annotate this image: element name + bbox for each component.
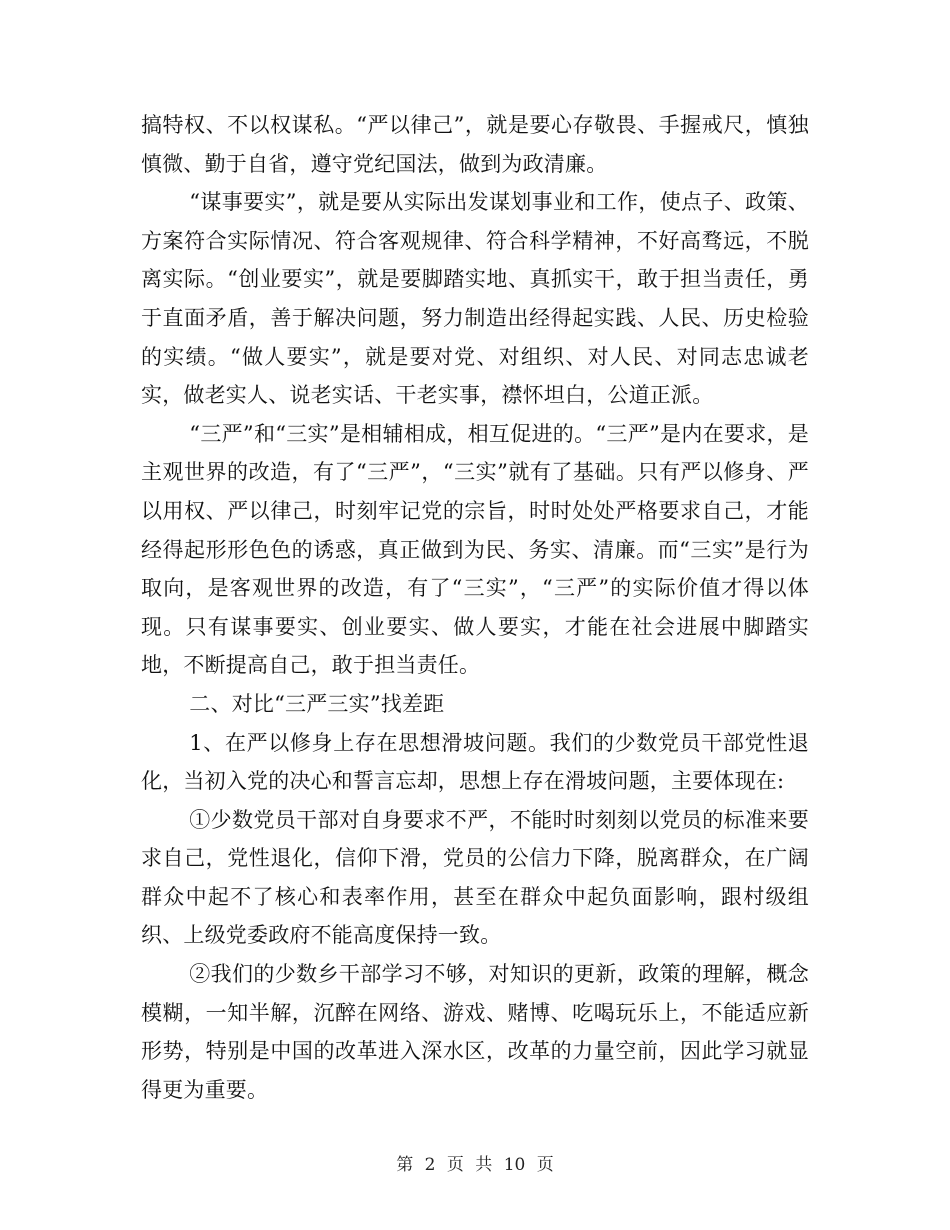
page-number-footer: 第 2 页 共 10 页 [396,1155,554,1175]
document-body [141,106,809,1109]
paragraph-moushi-yaoshi: “谋事要实”，就是要从实际出发谋划事业和工作，使点子、政策、方案符合实际情况、符合客观规律、符合科学精神，不好高骛远，不脱离实际。“创业要实”，就是要脚踏实地、真抓实干，敢于担当责任，勇于直面矛盾，善于解决问题，努力制造出经得起实践、人民、历史检验的实绩。“做人要实”，就是要对党、对组织、对人民、对同志忠诚老实，做老实人、说老实话、干老实事，襟怀坦白，公道正派。 [141,190,809,408]
paragraph-point-2: ②我们的少数乡干部学习不够，对知识的更新，政策的理解，概念模糊，一知半解，沉醉在网络、游戏、赌博、吃喝玩乐上，不能适应新形势，特别是中国的改革进入深水区，改革的力量空前，因此学习就显得更为重要。 [141,962,809,1102]
section-heading: 二、对比“三严三实”找差距 [189,691,445,716]
paragraph-continuation: 搞特权、不以权谋私。“严以律己”，就是要心存敬畏、手握戒尺，慎独慎微、勤于自省，遵守党纪国法，做到为政清廉。 [141,113,809,176]
paragraph-sanyan-sanshi: “三严”和“三实”是相辅相成，相互促进的。“三严”是内在要求，是主观世界的改造，有了“三严”，“三实”就有了基础。只有严以修身、严以用权、严以律己，时刻牢记党的宗旨，时时处处严格要求自己，才能经得起形形色色的诱惑，真正做到为民、务实、清廉。而“三实”是行为取向，是客观世界的改造，有了“三实”，“三严”的实际价值才得以体现。只有谋事要实、创业要实、做人要实，才能在社会进展中脚踏实地，不断提高自己，敢于担当责任。 [141,421,809,678]
paragraph-point-1: ①少数党员干部对自身要求不严，不能时时刻刻以党员的标准来要求自己，党性退化，信仰下滑，党员的公信力下降，脱离群众，在广阔群众中起不了核心和表率作用，甚至在群众中起负面影响，跟村级组织、上级党委政府不能高度保持一致。 [141,807,809,948]
paragraph-item-1: 1、在严以修身上存在思想滑坡问题。我们的少数党员干部党性退化，当初入党的决心和誓言忘却，思想上存在滑坡问题，主要体现在: [141,730,809,794]
